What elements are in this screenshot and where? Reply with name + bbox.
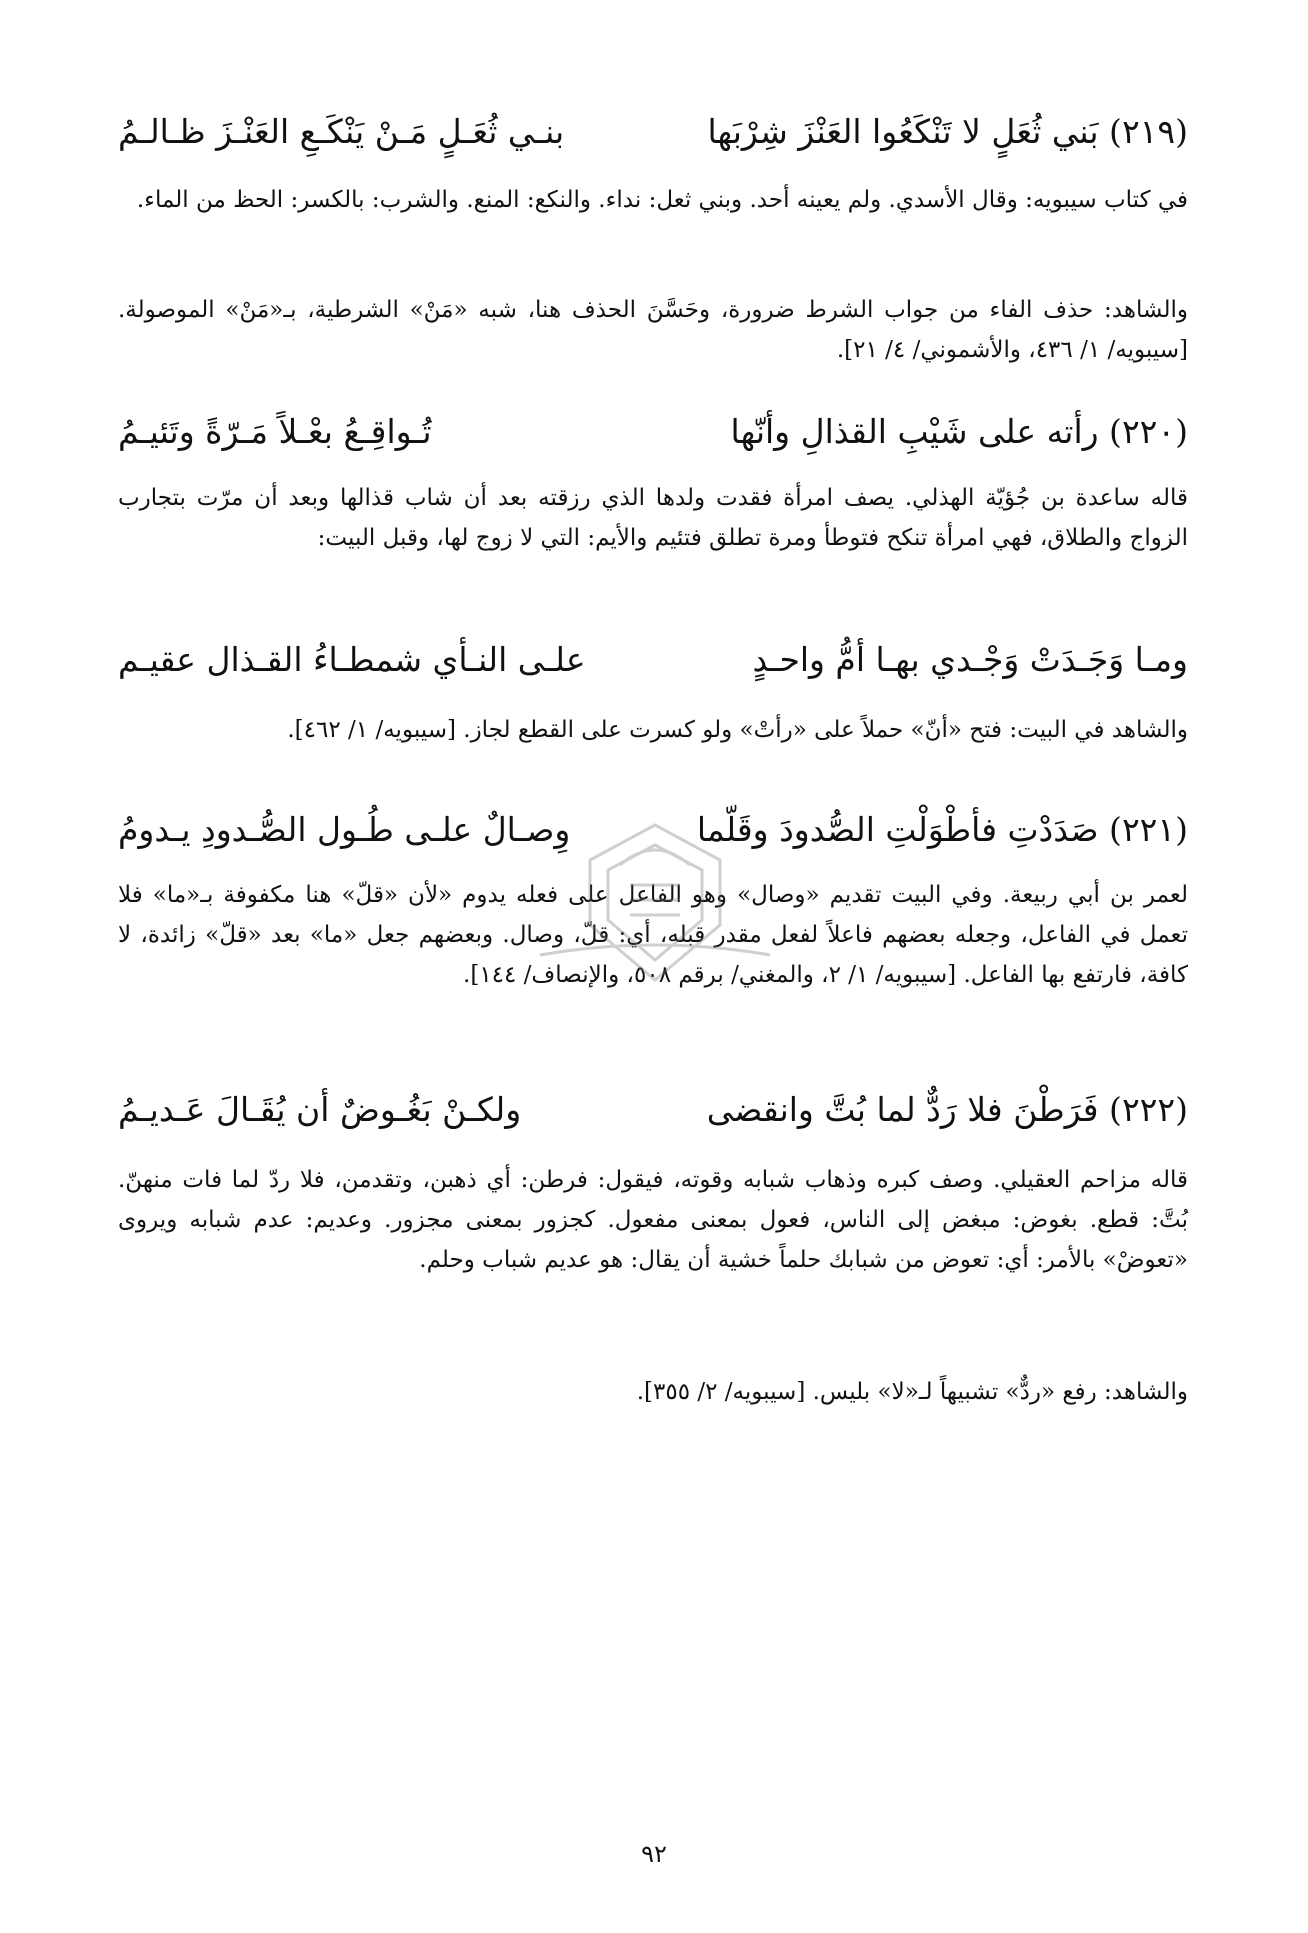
entry-220-evidence (118, 710, 1188, 750)
entry-222-commentary (118, 1160, 1188, 1280)
entry-219-evidence (118, 290, 1188, 370)
entry-222-paragraph-1: قاله مزاحم العقيلي. وصف كبره وذهاب شبابه وقوته، فيقول: فرطن: أي ذهبن، وتقدمن، فلا ردّ لما فات منهنّ. بُتَّ: قطع. بغوض: مبغض إلى الناس، فعول بمعنى مفعول. كجزور بمعنى مجزور. وعديم: عدم شبابه ويروى «تعوضْ» بالأمر: أي: تعوض من شبابك حلماً خشية أن يقال: هو عديم شباب وحلم. (118, 1167, 1188, 1273)
verse-222 (118, 1088, 1188, 1132)
verse-220-preceding (118, 638, 1188, 682)
entry-220-commentary (118, 478, 1188, 558)
entry-219-paragraph-2: والشاهد: حذف الفاء من جواب الشرط ضرورة، وحَسَّنَ الحذف هنا، شبه «مَنْ» الشرطية، بـ«مَنْ» الموصولة. [سيبويه/ ١/ ٤٣٦، والأشموني/ ٤/ ٢١]. (118, 297, 1188, 363)
verse-219-second-hemistich: بنـي ثُعَـلٍ مَـنْ يَنْكَـعِ العَنْـزَ ظـالـمُ (118, 112, 565, 151)
verse-220-preceding-first-hemistich: ومـا وَجَـدَتْ وَجْـدي بهـا أمُّ واحـدٍ (752, 640, 1188, 679)
entry-219-paragraph-1: في كتاب سيبويه: وقال الأسدي. ولم يعينه أحد. وبني ثعل: نداء. والنكع: المنع. والشرب: بالكسر: الحظ من الماء. (136, 187, 1188, 213)
verse-220-preceding-second-hemistich: علـى النـأي شمطـاءُ القـذال عقيـم (118, 640, 586, 679)
verse-222-first-hemistich: (٢٢٢) فَرَطْنَ فلا رَدٌّ لما بُتَّ وانقضى (706, 1090, 1188, 1129)
entry-220-paragraph-2: والشاهد في البيت: فتح «أنّ» حملاً على «رأتْ» ولو كسرت على القطع لجاز. [سيبويه/ ١/ ٤٦٢]. (287, 717, 1188, 743)
verse-220 (118, 410, 1188, 454)
verse-221-first-hemistich: (٢٢١) صَدَدْتِ فأطْوَلْتِ الصُّدودَ وقَلّما (696, 810, 1188, 849)
entry-221-paragraph-1: لعمر بن أبي ربيعة. وفي البيت تقديم «وصال» وهو الفاعل على فعله يدوم «لأن «قلّ» هنا مكفوفة بـ«ما» فلا تعمل في الفاعل، وجعله بعضهم فاعلاً لفعل مقدر قبله، أي: قلّ، وصال. وبعضهم جعل «ما» بعد «قلّ» زائدة، لا كافة، فارتفع بها الفاعل. [سيبويه/ ١/ ٢، والمغني/ برقم ٥٠٨، والإنصاف/ ١٤٤]. (118, 882, 1188, 988)
library-watermark-logo (520, 805, 790, 1005)
verse-221-second-hemistich: وِصـالٌ علـى طُـول الصُّـدودِ يـدومُ (118, 810, 571, 849)
verse-219-first-hemistich: (٢١٩) بَني ثُعَلٍ لا تَنْكَعُوا العَنْزَ شِرْبَها (707, 112, 1188, 151)
page-number: ٩٢ (641, 1840, 667, 1868)
verse-220-first-hemistich: (٢٢٠) رأته على شَيْبِ القذالِ وأنّها (730, 412, 1188, 451)
verse-222-second-hemistich: ولكـنْ بَغُـوضٌ أن يُقَـالَ عَـديـمُ (118, 1090, 522, 1129)
entry-220-paragraph-1: قاله ساعدة بن جُؤيّة الهذلي. يصف امرأة فقدت ولدها الذي رزقته بعد أن شاب قذالها وبعد أن مرّت بتجارب الزواج والطلاق، فهي امرأة تنكح فتوطأ ومرة تطلق فتئيم والأيم: التي لا زوج لها، وقبل البيت: (118, 485, 1188, 551)
entry-222-evidence (118, 1372, 1188, 1412)
verse-220-second-hemistich: تُـواقِـعُ بعْـلاً مَـرّةً وتَئيـمُ (118, 412, 432, 451)
entry-219-commentary (118, 180, 1188, 220)
verse-219 (118, 110, 1188, 154)
entry-222-paragraph-2: والشاهد: رفع «ردٌّ» تشبيهاً لـ«لا» بليس. [سيبويه/ ٢/ ٣٥٥]. (636, 1379, 1188, 1405)
